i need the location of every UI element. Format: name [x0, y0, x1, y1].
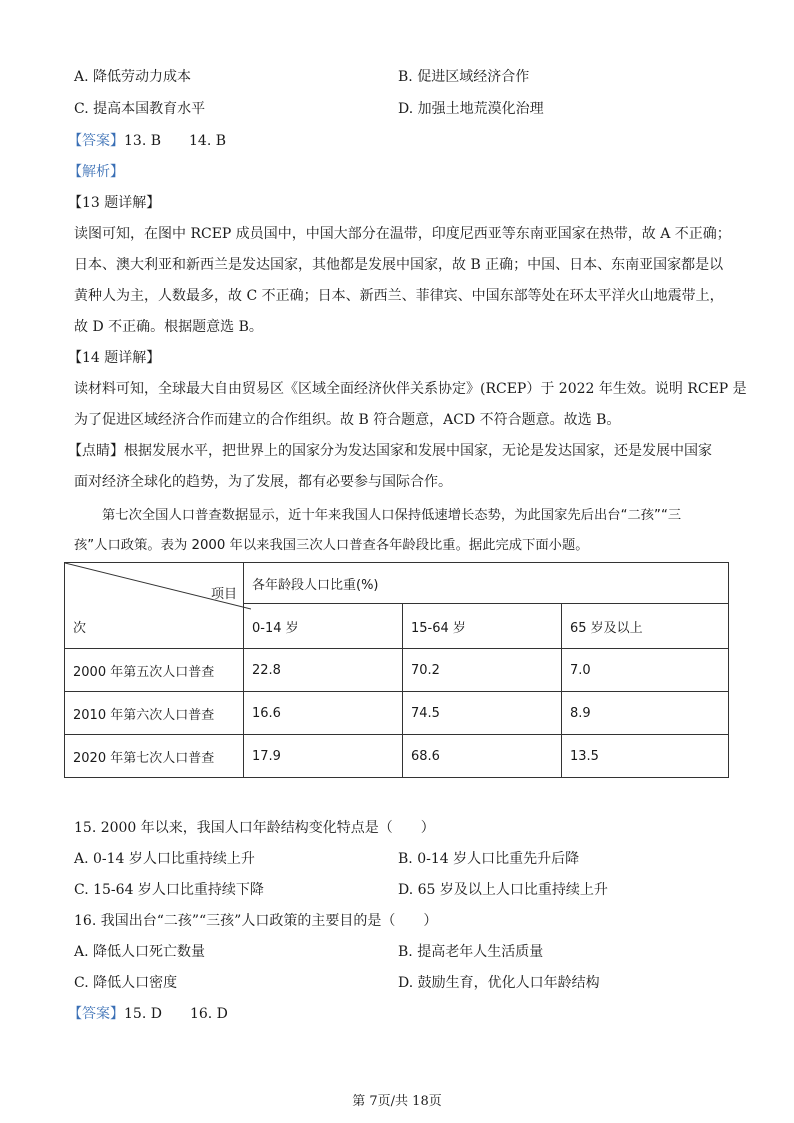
intro-line-1: 第七次全国人口普查数据显示，近十年来我国人口保持低速增长态势，为此国家先后出台“二孩”“三: [102, 508, 682, 523]
answer-label: 【答案】: [68, 1006, 124, 1022]
answer-line-1: [68, 130, 226, 150]
intro-line-2: 孩”人口政策。表为 2000 年以来我国三次人口普查各年龄段比重。据此完成下面小题。: [74, 538, 589, 553]
q14-option-b: B. 促进区域经济合作: [398, 69, 530, 85]
q15-option-c: C. 15-64 岁人口比重持续下降: [74, 882, 264, 898]
q15-option-a: A. 0-14 岁人口比重持续上升: [74, 851, 255, 867]
column-header: 65 岁及以上: [562, 604, 729, 649]
table-cell: 8.9: [562, 692, 729, 735]
page-footer: 第 7页/共 18页: [352, 1094, 442, 1109]
column-header: 0-14 岁: [244, 604, 403, 649]
analysis-label: 【解析】: [68, 164, 124, 180]
table-cell: 17.9: [244, 735, 403, 778]
q13-line-3: 黄种人为主，人数最多，故 C 不正确；日本、新西兰、菲律宾、中国东部等处在环太平洋火山地震带上，: [74, 288, 724, 304]
corner-bottom-label: 次: [73, 621, 87, 636]
q14-line-1: 读材料可知，全球最大自由贸易区《区域全面经济伙伴关系协定》(RCEP）于 2022 年生效。说明 RCEP 是: [74, 381, 747, 397]
table-group-header: 各年龄段人口比重(%): [244, 563, 729, 604]
row-label: 2020 年第七次人口普查: [65, 735, 244, 778]
answer-text: 13. B 14. B: [124, 133, 227, 149]
table-cell: 74.5: [403, 692, 562, 735]
row-label: 2000 年第五次人口普查: [65, 649, 244, 692]
table-cell: 70.2: [403, 649, 562, 692]
table-cell: 16.6: [244, 692, 403, 735]
answer-label: 【答案】: [68, 133, 124, 149]
q16-option-d: D. 鼓励生育，优化人口年龄结构: [398, 975, 600, 991]
q13-line-4: 故 D 不正确。根据题意选 B。: [74, 319, 263, 335]
q14-option-d: D. 加强土地荒漠化治理: [398, 101, 544, 117]
q13-line-1: 读图可知，在图中 RCEP 成员国中，中国大部分在温带，印度尼西亚等东南亚国家在热带，故 A 不正确；: [74, 226, 731, 242]
q14-option-c: C. 提高本国教育水平: [74, 101, 206, 117]
q14-option-a: A. 降低劳动力成本: [74, 69, 192, 85]
q15-option-b: B. 0-14 岁人口比重先升后降: [398, 851, 580, 867]
tip-label: 【点睛】: [68, 443, 124, 459]
row-label: 2010 年第六次人口普查: [65, 692, 244, 735]
column-header: 15-64 岁: [403, 604, 562, 649]
q13-line-2: 日本、澳大利亚和新西兰是发达国家，其他都是发展中国家，故 B 正确；中国、日本、东南亚国家都是以: [74, 257, 724, 273]
q16-option-a: A. 降低人口死亡数量: [74, 944, 206, 960]
q14-line-2: 为了促进区域经济合作而建立的合作组织。故 B 符合题意，ACD 不符合题意。故选 B。: [74, 412, 621, 428]
table-corner-cell: [65, 563, 244, 649]
q16-option-b: B. 提高老年人生活质量: [398, 944, 544, 960]
tip-text-1: 根据发展水平，把世界上的国家分为发达国家和发展中国家，无论是发达国家，还是发展中国家: [124, 443, 712, 459]
q14-title: 【14 题详解】: [68, 350, 161, 366]
q15-stem: 15. 2000 年以来，我国人口年龄结构变化特点是（ ）: [74, 820, 435, 836]
census-table: [64, 562, 729, 778]
table-row: [65, 692, 729, 735]
q15-option-d: D. 65 岁及以上人口比重持续上升: [398, 882, 608, 898]
q13-title: 【13 题详解】: [68, 195, 161, 211]
table-cell: 22.8: [244, 649, 403, 692]
q16-option-c: C. 降低人口密度: [74, 975, 178, 991]
tip-line-1: [68, 440, 712, 460]
answer-text: 15. D 16. D: [124, 1006, 228, 1022]
q16-stem: 16. 我国出台“二孩”“三孩”人口政策的主要目的是（ ）: [74, 913, 438, 929]
table-cell: 13.5: [562, 735, 729, 778]
table-cell: 68.6: [403, 735, 562, 778]
corner-top-label: 项目: [211, 587, 238, 602]
table-row: [65, 735, 729, 778]
table-row: [65, 649, 729, 692]
diagonal-line: [65, 563, 251, 649]
tip-line-2: 面对经济全球化的趋势，为了发展，都有必要参与国际合作。: [74, 474, 452, 490]
answer-line-2: [68, 1003, 228, 1023]
table-cell: 7.0: [562, 649, 729, 692]
